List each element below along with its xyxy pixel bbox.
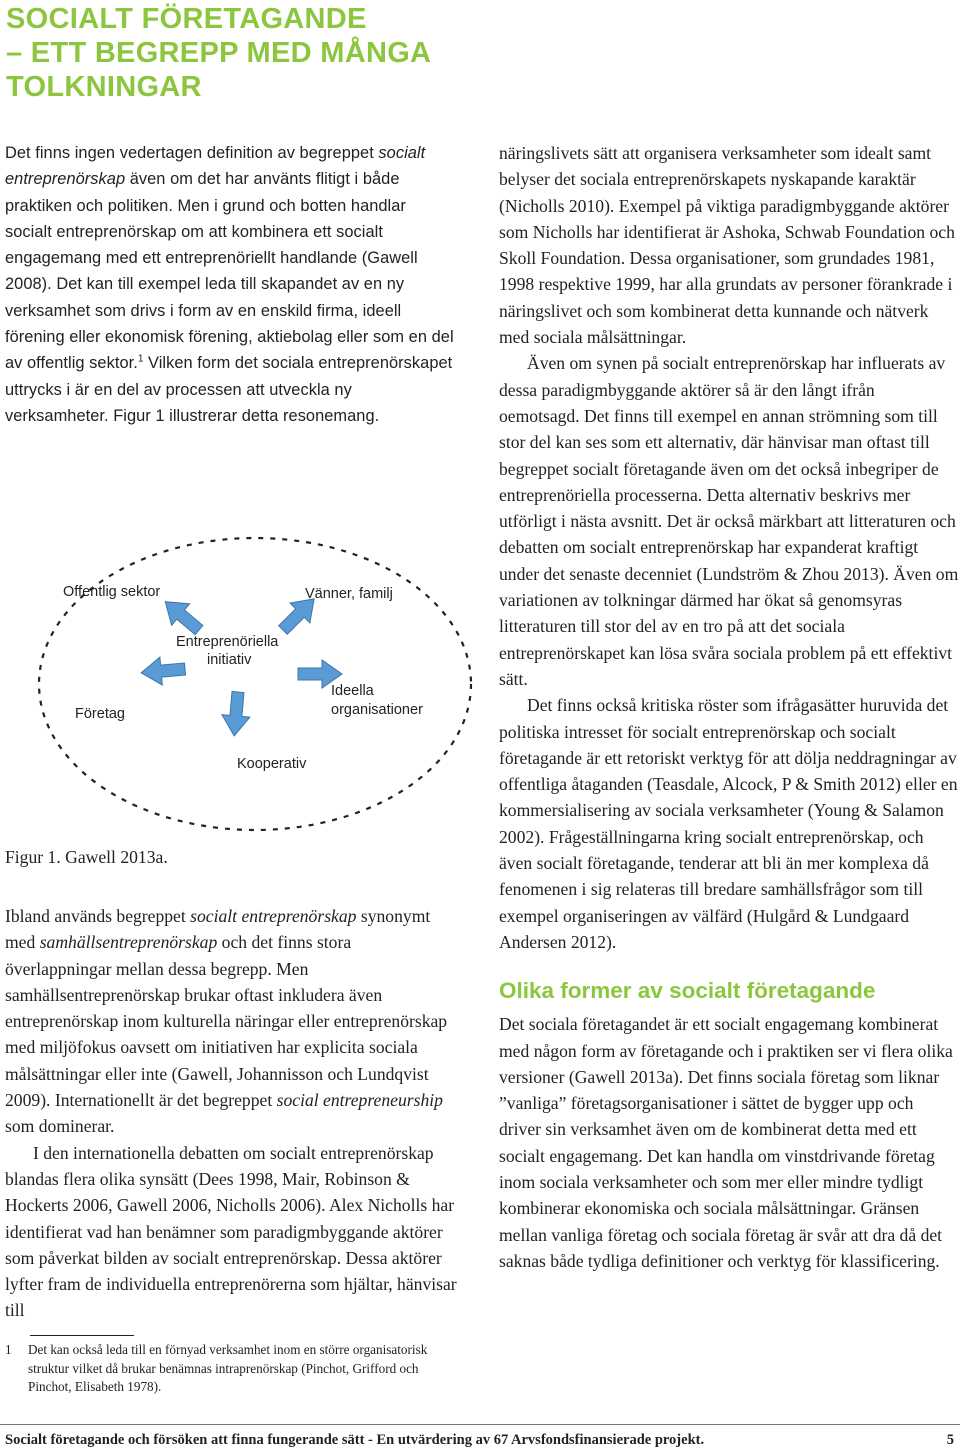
intro-emphasis: socialt entreprenörskap xyxy=(5,144,426,189)
right-column xyxy=(499,140,959,1274)
synonym-emphasis-a: socialt entreprenörskap xyxy=(190,906,357,926)
synonym-text-a: Ibland används begreppet xyxy=(5,906,191,926)
intro-text-c: Vilken form det sociala entreprenörskapet uttrycks i är en del av processen att utveckla ny verksamheter. Figur 1 illustrerar detta resonemang. xyxy=(5,354,453,425)
title-line-1: SOCIALT FÖRETAGANDE xyxy=(6,3,367,35)
left-column-top xyxy=(5,140,455,429)
label-ideella: Ideella xyxy=(331,683,374,699)
label-entreprenoriella: Entreprenöriella xyxy=(176,634,279,650)
label-offentlig-sektor: Offentlig sektor xyxy=(63,584,161,600)
section-heading: Olika former av socialt företagande xyxy=(499,978,876,1004)
intro-text-b: även om det har använts flitigt i både praktiken och politiken. Men i grund och botten handlar socialt entreprenörskap om att kombinera ett socialt engagemang med ett entreprenöriellt handlande (Gawell 2008). Det kan till exempel leda till skapandet av en ny verksamhet som drivs i form av en enskild firma, ideell förening eller ekonomisk förening, aktiebolag eller som en del av offentlig sektor. xyxy=(5,170,454,373)
page-number: 5 xyxy=(946,1432,954,1448)
label-organisationer: organisationer xyxy=(331,702,423,718)
footer-divider xyxy=(0,1424,960,1425)
arrow-to-kooperativ-icon xyxy=(220,691,252,737)
synen-paragraph: Även om synen på socialt entreprenörskap har influerats av dessa paradigmbyggande aktörer så är den långt ifrån oemotsagd. Det finns till exempel en annan strömning som till stor del kan ses som ett alternativ, där hänvisar man oftast till begreppet socialt företagande även om det också inbegriper de entreprenöriella processerna. Detta alternativ beskrivs mer utförligt i nästa avsnitt. Det är också märkbart att litteraturen och debatten om socialt entreprenörskap har expanderat kraftigt under det senaste decenniet (Lundström & Zhou 2013). Även om variationen av tolkningar därmed har ökat så genomsyras litteraturen till stor del av en tro på att det sociala entreprenörskapet kan lösa svåra sociala problem på ett effektivt sätt. xyxy=(499,353,959,689)
olika-former-paragraph: Det sociala företagandet är ett socialt engagemang kombinerat med någon form av företagande och i praktiken ser vi flera olika versioner (Gawell 2013a). Det finns sociala företag som liknar ”vanliga” företagsorganisationer i sättet de bygger upp och driver sin verksamhet även om de kombinerat detta med ett socialt engagemang. Det kan handla om vinstdrivande företag inom sociala verksamheter och som mer eller mindre tydligt kombinerar ekonomiska och sociala målsättningar. Gränsen mellan vanliga företag och sociala företag är svår att dra då det saknas både tydliga definitioner och verktyg för klassificering. xyxy=(499,1014,953,1271)
left-column-bottom xyxy=(5,903,457,1324)
intro-text-a: Det finns ingen vedertagen definition av begreppet xyxy=(5,144,379,162)
synonym-text-b: synonymt med xyxy=(5,906,431,953)
debate-paragraph: I den internationella debatten om socialt entreprenörskap blandas flera olika synsätt (Dees 1998, Mair, Robinson & Hockerts 2006, Gawell 2006, Nicholls 2006). Alex Nicholls har identifierat vad han benämner som paradigmbyggande aktörer som påverkat bilden av socialt entreprenörskap. Dessa aktörer lyfter fram de individuella entreprenörerna som hjältar, hänvisar till xyxy=(5,1142,457,1321)
figure-diagram xyxy=(33,534,473,834)
label-kooperativ: Kooperativ xyxy=(237,756,307,772)
footnote-number: 1 xyxy=(5,1342,12,1357)
label-initiativ: initiativ xyxy=(207,652,252,668)
synonym-emphasis-b: samhällsentreprenörskap xyxy=(39,932,218,953)
diagram-ellipse xyxy=(39,538,471,830)
running-footer: Socialt företagande och försöken att finna fungerande sätt - En utvärdering av 67 Arvsfondsfinansierade projekt. xyxy=(5,1432,705,1448)
footnote-ref[interactable]: 1 xyxy=(137,353,144,365)
label-foretag: Företag xyxy=(75,706,125,722)
footnote-divider xyxy=(30,1335,134,1336)
title-line-2: – ETT BEGREPP MED MÅNGA xyxy=(6,37,432,69)
footnote-text: Det kan också leda till en förnyad verksamhet inom en större organisatorisk struktur vilket då brukar benämnas intraprenörskap (Pinchot, Grifford och Pinchot, Elisabeth 1978). xyxy=(28,1342,428,1394)
arrow-to-foretag-icon xyxy=(140,655,186,687)
synonym-text-d: som dominerar. xyxy=(5,1116,115,1137)
page-title xyxy=(6,2,476,104)
title-line-3: TOLKNINGAR xyxy=(6,71,202,103)
synonym-text-c: och det finns stora överlappningar mellan dessa begrepp. Men samhällsentreprenörskap brukar oftast inkludera även entreprenörskap inom kulturella näringar eller entreprenörskap med miljöfokus oavsett om initiativen har explicita sociala målsättningar eller inte (Gawell, Johannisson och Lundqvist 2009). Internationellt är det begreppet xyxy=(5,932,448,1111)
figure-caption: Figur 1. Gawell 2013a. xyxy=(5,847,168,867)
nicholls-paragraph: näringslivets sätt att organisera verksamheter som idealt samt belyser det sociala entreprenörskapets nyskapande karaktär (Nicholls 2010). Exempel på viktiga paradigmbyggande aktörer som Nicholls har identifierat är Ashoka, Schwab Foundation och Skoll Foundation. Dessa organisationer, som grundades 1981, 1998 respektive 1999, har alla grundats av personer förankrade i näringslivet och som kombinerat detta kunnande och nätverk med sociala målsättningar. xyxy=(499,143,955,348)
kritiska-paragraph: Det finns också kritiska röster som ifrågasätter huruvida det politiska intresset för socialt entreprenörskap och socialt företagande är ett retoriskt verktyg för att dölja neddragningar av offentliga åtaganden (Teasdale, Alcock, P & Smith 2012) eller en kommersialisering av sociala verksamheter (Young & Salamon 2002). Frågeställningarna kring socialt entreprenörskap, och även socialt företagande, tenderar att bli än mer komplexa då fenomenen i sig relateras till bredare samhällsfrågor som till exempel organiseringen av välfärd (Hulgård & Lundgaard Andersen 2012). xyxy=(499,695,958,952)
intro-paragraph xyxy=(5,140,455,429)
synonym-paragraph xyxy=(5,903,457,1140)
label-vanner-familj: Vänner, familj xyxy=(305,586,393,602)
footnote xyxy=(5,1341,460,1397)
synonym-emphasis-c: social entrepreneurship xyxy=(276,1090,443,1111)
